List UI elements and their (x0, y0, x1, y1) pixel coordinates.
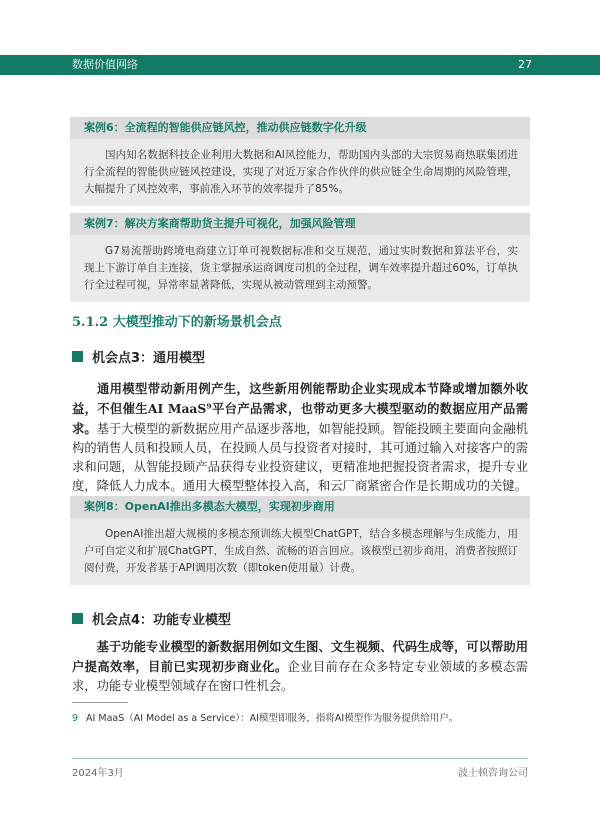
case-body: 国内知名数据科技企业利用大数据和AI风控能力，帮助国内头部的大宗贸易商热联集团进行全流程的智能供应链风控建设，实现了对近万家合作伙伴的供应链全生命周期的风险管理，大幅提升了风控效率，事前准入环节的效率提升了85%。 (84, 149, 518, 195)
paragraph-lead: 通用模型带动新用例产生，这些新用例能帮助企业实现成本节降或增加额外收益，不但催生AI MaaS⁹平台产品需求，也带动更多大模型驱动的数据应用产品需求。 (72, 381, 528, 436)
case-box (70, 117, 530, 206)
opportunity-paragraph (72, 379, 528, 496)
opportunity-heading (72, 347, 205, 366)
footer-org: 波士顿咨询公司 (458, 768, 528, 779)
square-bullet-icon (72, 351, 83, 362)
subsection-heading: 5.1.2 大模型推动下的新场景机会点 (72, 315, 282, 330)
paragraph-lead: 基于功能专业模型的新数据用例如文生图、文生视频、代码生成等，可以帮助用户提高效率，目前已实现初步商业化。 (72, 639, 528, 674)
opportunity-heading-text: 机会点4：功能专业模型 (92, 613, 232, 628)
header-title: 数据价值网络 (72, 58, 138, 71)
page-header (0, 55, 600, 75)
square-bullet-icon (72, 613, 83, 624)
case-body: G7易流帮助跨境电商建立订单可视数据标准和交互规范，通过实时数据和算法平台，实现上下游订单自主连接，货主掌握承运商调度司机的全过程，调车效率提升超过60%，订单执行全过程可视，异常率显著降低，实现从被动管理到主动预警。 (84, 245, 518, 291)
case-box (70, 213, 530, 302)
opportunity-heading-text: 机会点3：通用模型 (92, 351, 206, 366)
case-title: 案例6：全流程的智能供应链风控，推动供应链数字化升级 (70, 117, 530, 139)
page-number: 27 (518, 58, 532, 71)
opportunity-paragraph (72, 637, 528, 696)
footnote-text: AI MaaS（AI Model as a Service）：AI模型即服务，指将AI模型作为服务提供给用户。 (86, 713, 459, 724)
footer-divider (72, 758, 528, 759)
footnote-divider (72, 702, 128, 703)
paragraph-text: 企业目前存在众多特定专业领域的多模态需求，功能专业模型领域存在窗口性机会。 (72, 660, 528, 693)
paragraph-text: 基于大模型的新数据应用产品逐步落地，如智能投顾。智能投顾主要面向金融机构的销售人员和投顾人员，在投顾人员与投资者对接时，其可通过输入对接客户的需求和问题，从智能投顾产品获得专业投资建议，更精准地把握投资者需求，提升专业度，降低人力成本。通用大模型整体投入高，和云厂商紧密合作是长期成功的关键。 (72, 422, 528, 493)
footnote (72, 710, 458, 724)
case-title: 案例7：解决方案商帮助货主提升可视化，加强风险管理 (70, 213, 530, 235)
opportunity-heading (72, 609, 231, 628)
footer-date: 2024年3月 (72, 768, 124, 779)
footnote-number: 9 (72, 713, 79, 724)
case-box (70, 496, 530, 585)
case-title: 案例8：OpenAI推出多模态大模型，实现初步商用 (70, 496, 530, 518)
case-body: OpenAI推出超大规模的多模态预训练大模型ChatGPT，结合多模态理解与生成能力，用户可自定义和扩展ChatGPT，生成自然、流畅的语言回应。该模型已初步商用，消费者按照订阅付费，开发者基于API调用次数（即token使用量）计费。 (84, 528, 518, 574)
